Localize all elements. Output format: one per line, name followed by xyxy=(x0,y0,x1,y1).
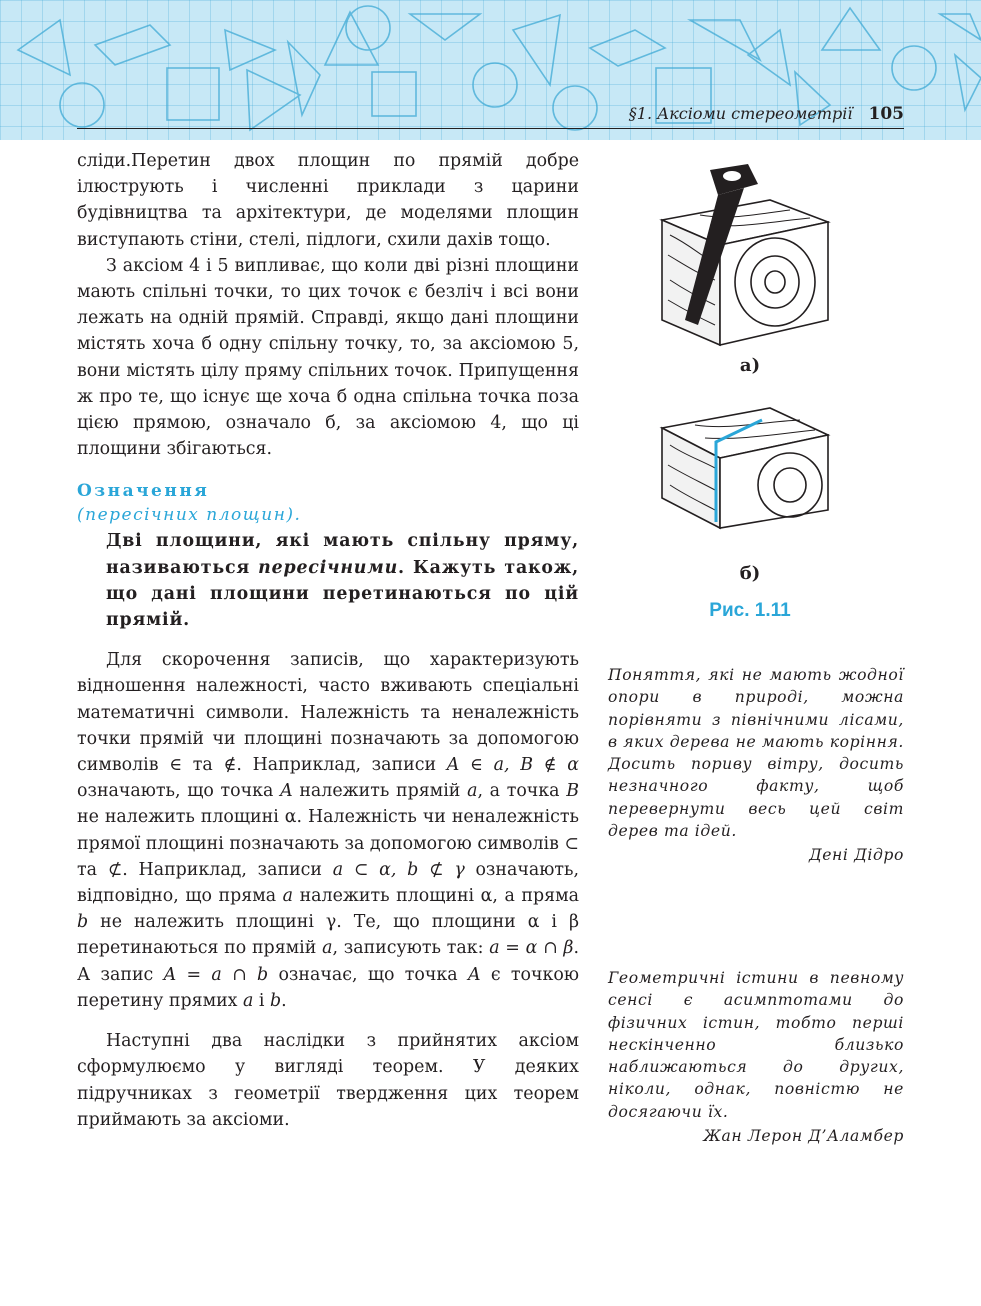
wood-block-with-cut-line-illustration xyxy=(640,400,860,560)
quote-1-text: Поняття, які не мають жодної опори в природі, можна порівняти з північними лісами, в яких дерева не мають коріння. Досить пориву вітру, досить незначного факту, щоб перевернути весь цей світ дерев та ідей. xyxy=(608,666,904,841)
running-head xyxy=(600,104,904,128)
definition-text: Дві площини, які мають спільну пряму, називаються пересічними. Кажуть також, що дані площини перетинаються по цій прямій. xyxy=(106,531,579,631)
paragraph-1: сліди.Перетин двох площин по прямій добре ілюструють і численні приклади з царини будівництва та архітектури, де моделями площин виступають стіни, стелі, підлоги, схили дахів тощо. xyxy=(77,151,579,250)
figure-caption: Рис. 1.11 xyxy=(709,600,791,621)
header-banner xyxy=(0,0,981,140)
quote-1 xyxy=(608,664,904,866)
quote-2-author: Жан Лерон Д’Аламбер xyxy=(703,1127,904,1146)
quote-2 xyxy=(608,967,904,1147)
page-number: 105 xyxy=(868,104,904,124)
definition-subtitle: (пересічних площин). xyxy=(77,505,302,526)
running-title: §1. Аксіоми стереометрії xyxy=(628,104,853,123)
paragraph-3: Для скорочення записів, що характеризують відношення належності, часто вживають спеціальні математичні символи. Належність та неналежність точки прямій чи площині позначають за допомогою символів ∈ та ∉. Наприклад, записи A ∈ a, B ∉ α означають, що точка A належить прямій a, а точка B не належить площині α. Належність чи неналежність прямої площині позначають за допомогою символів ⊂ та ⊄. Наприклад, записи a ⊂ α, b ⊄ γ означають, відповідно, що пряма a належить площині α, а пряма b не належить площині γ. Те, що площини α і β перетинаються по прямій a, записують так: a = α ∩ β. А запис A = a ∩ b означає, що точка A є точкою перетину прямих a і b. xyxy=(77,650,580,1011)
header-rule xyxy=(77,128,904,129)
quote-1-author: Дені Дідро xyxy=(808,846,904,865)
definition-heading: Означення xyxy=(77,481,210,502)
figure-label-b: б) xyxy=(739,563,761,584)
paragraph-4: Наступні два наслідки з прийнятих аксіом сформулюємо у вигляді теорем. У деяких підручниках з геометрії твердження цих теорем приймають за аксіоми. xyxy=(77,1031,579,1130)
main-text-column xyxy=(77,148,579,1133)
quote-2-text: Геометричні істини в певному сенсі є асимптотами до фізичних істин, тобто перші нескінченно близько наближаються до других, ніколи, однак, повністю не досягаючи їх. xyxy=(608,969,904,1121)
wood-block-with-saw-illustration xyxy=(640,160,860,350)
definition-term: пересічними xyxy=(258,557,399,578)
paragraph-2: З аксіом 4 і 5 випливає, що коли дві різні площини мають спільні точки, то цих точок є безліч і всі вони лежать на одній прямій. Справді, якщо дані площини містять хоча б одну спільну точку, то, за аксіомою 5, вони містять цілу пряму спільних точок. Припущення ж про те, що існує ще хоча б одна спільна точка поза цією прямою, означало б, за аксіомою 4, що ці площини збігаються. xyxy=(77,255,579,460)
figure-label-a: а) xyxy=(739,355,761,376)
